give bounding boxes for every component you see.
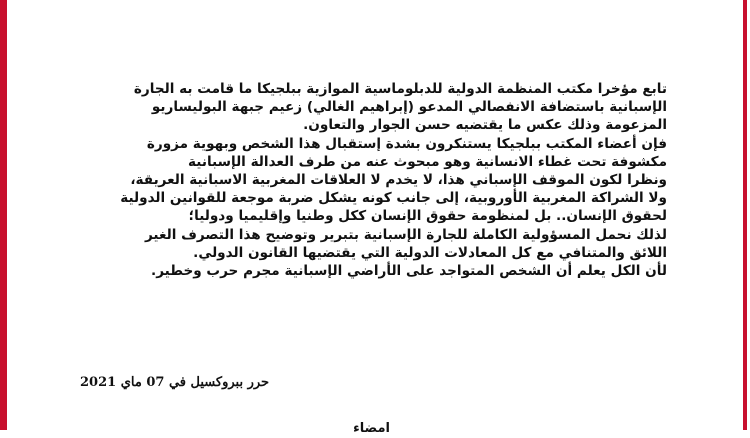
- body-line-9: لذلك نحمل المسؤولية الكاملة للجارة الإسبانية بتبرير وتوضيح هذا التصرف الغير: [144, 226, 667, 243]
- body-line-8: لحقوق الإنسان.. بل لمنظومة حقوق الإنسان ككل وطنيا وإقليميا ودوليا؛: [188, 208, 667, 225]
- body-line-7: ولا الشراكة المغربية الأوروبية، إلى جانب كونه يشكل ضربة موجعة للقوانين الدولية: [120, 190, 667, 207]
- body-line-1: تابع مؤخرا مكتب المنظمة الدولية للدبلوماسية الموازية ببلجيكا ما قامت به الجارة: [133, 81, 667, 97]
- body-line-10: اللائق والمتنافي مع كل المعادلات الدولية التي يقتضيها القانون الدولي.: [193, 244, 667, 261]
- signature-label: امضاء: [353, 421, 390, 436]
- letter-body: [100, 80, 667, 280]
- body-line-4: فإن أعضاء المكتب ببلجيكا يستنكرون بشدة إستقبال هذا الشخص وبهوية مزورة: [146, 135, 667, 152]
- body-line-11: لأن الكل يعلم أن الشخص المتواجد على الأراضي الإسبانية مجرم حرب وخطير.: [151, 263, 667, 280]
- left-red-border: [0, 0, 7, 430]
- dateline: حرر ببروكسيل في 07 ماي 2021: [80, 375, 270, 390]
- body-line-3: المزعومة وذلك عكس ما يقتضيه حسن الجوار والتعاون.: [303, 117, 667, 134]
- body-line-6: ونظرا لكون الموقف الإسباني هذا، لا يخدم لا العلاقات المغربية الاسبانية العريقة،: [130, 172, 667, 189]
- right-red-border: [743, 0, 747, 430]
- body-line-5: مكشوفة تحت غطاء الانسانية وهو مبحوث عنه من طرف العدالة الإسبانية: [188, 153, 667, 170]
- body-line-2: الإسبانية باستضافة الانفصالي المدعو (إبراهيم الغالي) زعيم جبهة البوليساريو: [151, 99, 667, 116]
